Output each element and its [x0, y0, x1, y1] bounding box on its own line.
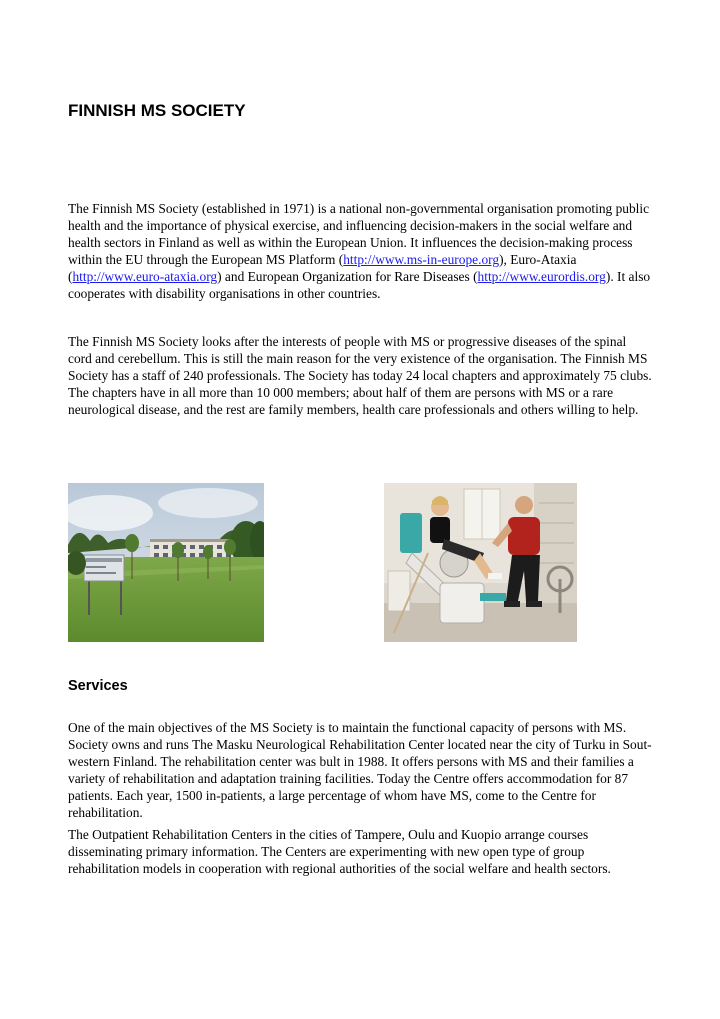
intro-paragraph-1: [68, 200, 653, 302]
page-title: FINNISH MS SOCIETY: [68, 101, 246, 120]
intro-text-3: ) and European Organization for Rare Diseases (: [217, 269, 478, 284]
intro-text-4: ). It also cooperates with disability organisations in other countries.: [68, 269, 651, 301]
services-heading: Services: [68, 678, 128, 694]
intro-text-2: ), Euro-Ataxia (: [68, 252, 577, 284]
link-euro-ataxia[interactable]: http://www.euro-ataxia.org: [72, 269, 218, 284]
intro-text-1: The Finnish MS Society (established in 1971) is a national non-governmental organisation promoting public health and the importance of physical exercise, and influencing decision-makers in the social welfare and health sectors in Finland as well as within the European Union. It influences the decision-making process within the EU through the European MS Platform (: [68, 201, 650, 267]
link-eurordis[interactable]: http://www.eurordis.org: [477, 269, 606, 284]
services-paragraph-2: The Outpatient Rehabilitation Centers in the cities of Tampere, Oulu and Kuopio arrange courses disseminating primary information. The Centers are experimenting with new open type of group rehabilitation models in cooperation with regional authorities of the social welfare and health sectors.: [68, 827, 611, 876]
rehabilitation-photo: [384, 483, 577, 642]
link-ms-in-europe[interactable]: http://www.ms-in-europe.org: [343, 252, 500, 267]
intro-paragraph-2: The Finnish MS Society looks after the interests of people with MS or progressive diseases of the spinal cord and cerebellum. This is still the main reason for the very existence of the organisation. The Finnish MS Society has a staff of 240 professionals. The Society has today 24 local chapters and approximately 75 clubs. The chapters have in all more than 10 000 members; about half of them are persons with MS or a rare neurological disease, and the rest are family members, health care professionals and others willing to help.: [68, 334, 652, 417]
building-photo: [68, 483, 264, 642]
services-paragraph-1: One of the main objectives of the MS Society is to maintain the functional capacity of persons with MS. Society owns and runs The Masku Neurological Rehabilitation Center located near the city of Turku in Sout-western Finland. The rehabilitation center was bult in 1988. It offers persons with MS and their families a variety of rehabilitation and adaptation training facilities. Today the Centre offers accommodation for 87 patients. Each year, 1500 in-patients, a large percentage of whom have MS, come to the Centre for rehabilitation.: [68, 720, 652, 820]
